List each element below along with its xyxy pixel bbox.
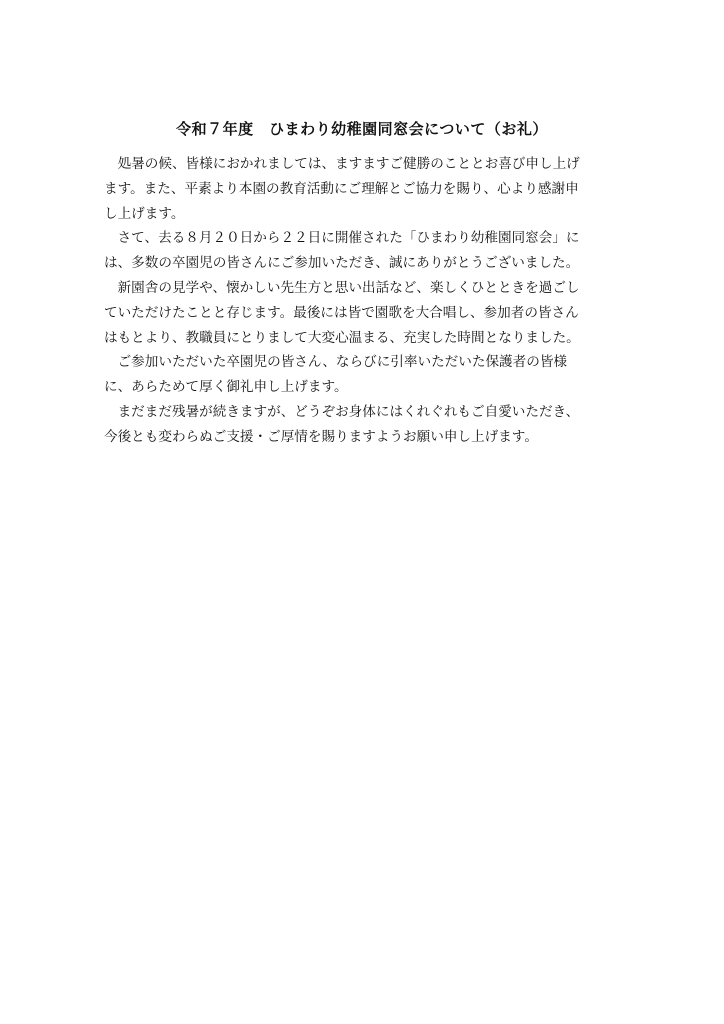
body-line: 今後とも変わらぬご支援・ご厚情を賜りますようお願い申し上げます。 (104, 428, 538, 445)
document-body (104, 152, 622, 450)
body-line: まだまだ残暑が続きますが、どうぞお身体にはくれぐれもご自愛いただき、 (104, 403, 580, 420)
body-line: し上げます。 (104, 205, 185, 222)
body-line: はもとより、教職員にとりまして大変心温まる、充実した時間となりました。 (104, 329, 580, 346)
body-line: は、多数の卒園児の皆さんにご参加いただき、誠にありがとうございました。 (104, 255, 580, 272)
body-line: ご参加いただいた卒園児の皆さん、ならびに引率いただいた保護者の皆様 (104, 354, 568, 371)
body-line: ます。また、平素より本園の教育活動にご理解とご協力を賜り、心より感謝申 (104, 180, 579, 197)
document-title: 令和７年度 ひまわり幼稚園同窓会について（お礼） (176, 120, 548, 138)
body-line: 処暑の候、皆様におかれましては、ますますご健勝のこととお喜び申し上げ (104, 156, 580, 172)
body-line: 新園舎の見学や、懐かしい先生方と思い出話など、楽しくひとときを過ごし (104, 279, 580, 296)
body-line: ていただけたことと存じます。最後には皆で園歌を大合唱し、参加者の皆さん (104, 304, 579, 321)
body-line: に、あらためて厚く御礼申し上げます。 (104, 379, 348, 396)
body-line: さて、去る８月２０日から２２日に開催された「ひまわり幼稚園同窓会」に (104, 230, 580, 247)
